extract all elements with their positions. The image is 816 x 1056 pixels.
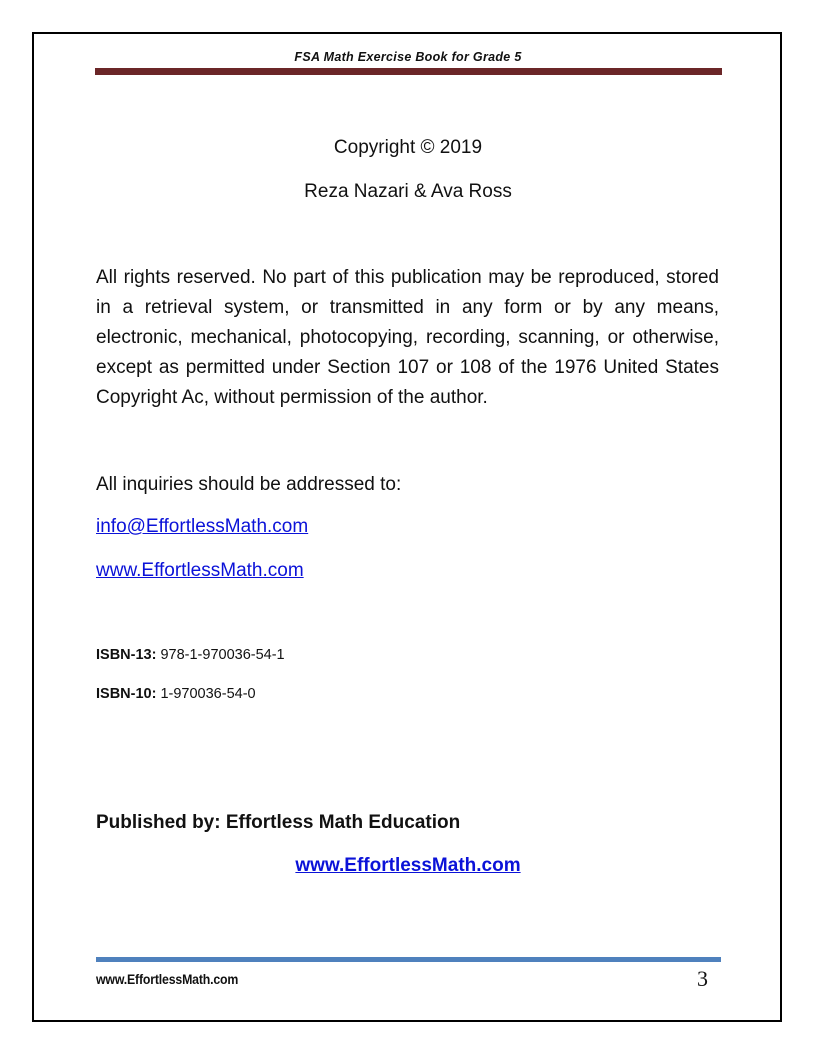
isbn-10-label: ISBN-10: [96,686,157,702]
email-link[interactable]: info@EffortlessMath.com [96,516,309,537]
footer-website: www.EffortlessMath.com [96,971,239,987]
inquiries-label: All inquiries should be addressed to: [96,474,402,495]
copyright-notice: Copyright © 2019 [333,137,483,158]
page-number: 3 [697,966,708,991]
publisher-line: Published by: Effortless Math Education [96,812,461,833]
isbn-13-label: ISBN-13: [96,647,157,663]
website-link[interactable]: www.EffortlessMath.com [96,560,304,581]
isbn-13-line [96,647,285,663]
publisher-website-link[interactable]: www.EffortlessMath.com [295,855,521,876]
running-header-title: FSA Math Exercise Book for Grade 5 [294,50,522,64]
isbn-10-line [96,686,256,702]
isbn-10-value: 1-970036-54-0 [160,686,256,702]
publisher-link-container [96,855,720,877]
header-rule [95,68,722,75]
rights-paragraph: All rights reserved. No part of this publication may be reproduced, stored in a retrieval system, or transmitted in any form or by any means, electronic, mechanical, photocopying, recording, scanning, or otherwise, except as permitted under Section 107 or 108 of the 1976 United States Copyright Ac, without permission of the author. [96,267,719,408]
footer-rule [96,957,721,962]
isbn-13-value: 978-1-970036-54-1 [160,647,285,663]
authors-line: Reza Nazari & Ava Ross [304,181,512,202]
